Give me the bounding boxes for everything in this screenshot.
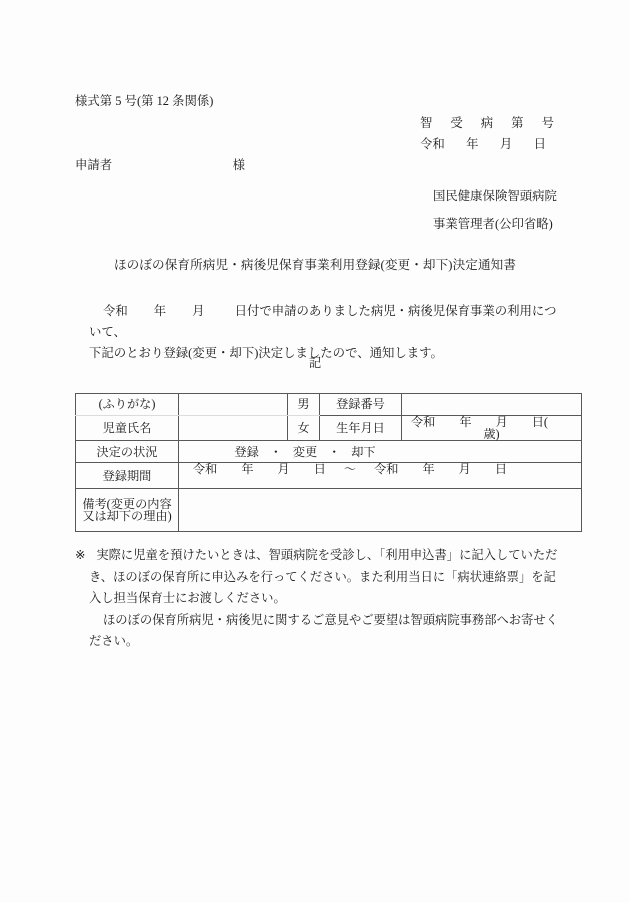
remark-label <box>76 488 179 531</box>
note-mark: ※ <box>75 548 86 562</box>
remark-value[interactable] <box>179 488 582 531</box>
period-to-month: 月 <box>458 462 471 477</box>
note-1-text: 実際に児童を預けたいときは、智頭病院を受診し、「利用申込書」に記入していただき、ほのぼの保育所に申込みを行ってください。また利用当日に「病状連絡票」を記入し担当保育士にお渡しください。 <box>89 548 558 605</box>
doc-date-era: 令和 <box>420 137 445 151</box>
note-item-2: ほのぼの保育所病児・病後児に関するご意見やご要望は智頭病院事務部へお寄せください。 <box>89 612 558 648</box>
birth-year: 年 <box>459 415 472 429</box>
body-year: 年 <box>153 304 167 318</box>
applicant-line <box>75 159 245 171</box>
ki-mark: 記 <box>308 356 322 370</box>
birth-age: 歳) <box>483 427 500 442</box>
body-line-2: 下記のとおり登録(変更・却下)決定しましたので、通知します。 <box>89 346 443 360</box>
doc-number-prefix: 智 <box>420 116 433 130</box>
table-row-child-name <box>76 416 582 441</box>
status-separator-2: ・ <box>328 444 341 459</box>
period-value[interactable] <box>179 463 582 488</box>
status-option-reject[interactable]: 却下 <box>351 444 376 459</box>
notes-section <box>75 545 559 653</box>
status-option-change[interactable]: 変更 <box>292 444 318 459</box>
period-from-year: 年 <box>241 462 254 477</box>
body-rest: 日付で申請のありました病児・病後児保育事業の利用について、 <box>89 304 557 339</box>
doc-number-char4: 第 <box>511 116 524 130</box>
child-name-value[interactable] <box>179 416 288 441</box>
child-name-label: 児童氏名 <box>76 416 179 441</box>
decision-table <box>75 393 582 532</box>
reg-number-value[interactable] <box>402 394 582 416</box>
period-label: 登録期間 <box>76 463 179 488</box>
doc-date-year: 年 <box>466 137 479 151</box>
issuer-organization: 国民健康保険智頭病院 <box>433 189 557 203</box>
doc-date-month: 月 <box>499 137 513 151</box>
period-from-day: 日 <box>313 462 326 477</box>
remark-label-line2: 又は却下の理由) <box>82 508 172 523</box>
table-row-remark <box>76 488 582 531</box>
form-number: 様式第 5 号(第 12 条関係) <box>75 94 214 108</box>
birth-month: 月 <box>495 415 508 429</box>
period-to-year: 年 <box>422 462 435 477</box>
document-title: ほのぼの保育所病児・病後児保育事業利用登録(変更・却下)決定通知書 <box>113 258 517 272</box>
status-separator-1: ・ <box>269 444 282 459</box>
sex-female[interactable]: 女 <box>288 416 320 441</box>
issuer-title: 事業管理者(公印省略) <box>433 217 553 231</box>
document-date-line <box>420 138 546 150</box>
furigana-label: (ふりがな) <box>76 394 179 416</box>
applicant-honorific: 様 <box>232 158 245 172</box>
period-tilde: 〜 <box>343 462 357 477</box>
period-to-era: 令和 <box>374 462 399 477</box>
status-options[interactable] <box>179 441 582 463</box>
birth-day: 日( <box>531 415 548 429</box>
table-row-furigana <box>76 394 582 416</box>
table-row-status <box>76 441 582 463</box>
furigana-value[interactable] <box>179 394 288 416</box>
period-from-month: 月 <box>277 462 290 477</box>
status-label: 決定の状況 <box>76 441 179 463</box>
birthdate-label: 生年月日 <box>320 416 402 441</box>
birth-era: 令和 <box>411 415 436 429</box>
body-month: 月 <box>192 304 205 318</box>
doc-number-char3: 病 <box>480 116 494 130</box>
birthdate-value[interactable] <box>402 416 582 441</box>
doc-number-suffix: 号 <box>541 116 554 130</box>
doc-date-day: 日 <box>533 137 546 151</box>
reg-number-label: 登録番号 <box>320 394 402 416</box>
doc-number-char2: 受 <box>450 116 463 130</box>
sex-male[interactable]: 男 <box>288 394 320 416</box>
period-from-era: 令和 <box>192 462 218 477</box>
applicant-label: 申請者 <box>75 158 113 172</box>
body-line-1 <box>89 301 559 343</box>
note-item-1 <box>75 545 559 610</box>
period-to-day: 日 <box>494 462 508 477</box>
remark-label-line1: 備考(変更の内容 <box>82 496 172 511</box>
table-row-period <box>76 463 582 488</box>
document-number-line <box>420 117 554 129</box>
status-option-register[interactable]: 登録 <box>234 444 259 459</box>
body-era: 令和 <box>103 304 128 318</box>
